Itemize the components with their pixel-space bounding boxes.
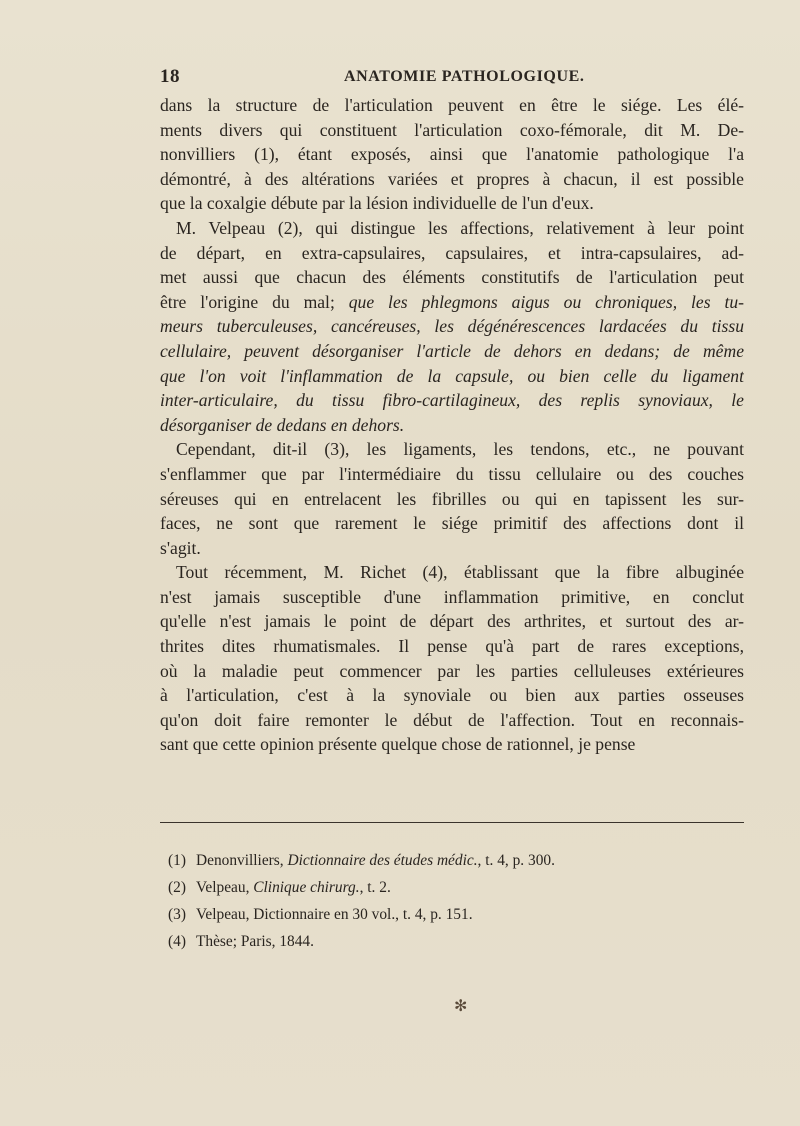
text-line xyxy=(160,290,744,315)
text-line xyxy=(160,732,744,757)
roman-text: Cependant, dit-il (3), les ligaments, les tendons, etc., ne pouvant xyxy=(176,439,744,460)
footnote-title: Clinique chirurg. xyxy=(253,879,360,896)
italic-text: que les phlegmons aigus ou chroniques, les tu- xyxy=(348,291,744,312)
roman-text: faces, ne sont que rarement le siége primitif des affections dont il xyxy=(160,513,744,534)
paragraph xyxy=(160,437,744,560)
roman-text: ments divers qui constituent l'articulation coxo-fémorale, dit M. De- xyxy=(160,119,744,140)
italic-text: cellulaire, peuvent désorganiser l'article de dehors en dedans; de même xyxy=(160,340,744,361)
roman-text: M. Velpeau (2), qui distingue les affections, relativement à leur point xyxy=(176,217,744,238)
running-head: ANATOMIE PATHOLOGIQUE. xyxy=(344,68,585,85)
footnote xyxy=(168,901,728,928)
roman-text: n'est jamais susceptible d'une inflammation primitive, en conclut xyxy=(160,586,744,607)
body-text xyxy=(160,93,744,757)
roman-text: qu'on doit faire remonter le début de l'affection. Tout en reconnais- xyxy=(160,709,744,730)
footnote-text: Velpeau, xyxy=(196,879,254,896)
footnote-number: (2) xyxy=(168,879,186,896)
text-line xyxy=(160,216,744,241)
italic-text: meurs tuberculeuses, cancéreuses, les dégénérescences lardacées du tissu xyxy=(160,316,744,337)
text-line xyxy=(160,511,744,536)
text-line xyxy=(160,708,744,733)
roman-text: dans la structure de l'articulation peuvent en être le siége. Les élé- xyxy=(160,95,744,115)
roman-text: à l'articulation, c'est à la synoviale ou bien aux parties osseuses xyxy=(160,685,744,706)
text-line xyxy=(160,659,744,684)
roman-text: séreuses qui en entrelacent les fibrilles ou qui en tapissent les sur- xyxy=(160,488,744,509)
text-line xyxy=(160,585,744,610)
footnote-number: (3) xyxy=(168,906,186,923)
italic-text: désorganiser de dedans en dehors. xyxy=(160,414,405,435)
text-line xyxy=(160,167,744,192)
text-line xyxy=(160,462,744,487)
text-line xyxy=(160,314,744,339)
footnote-text: Thèse; Paris, 1844. xyxy=(196,933,314,950)
footnote-title: Dictionnaire des études médic. xyxy=(287,852,478,869)
italic-text: que l'on voit l'inflammation de la capsule, ou bien celle du ligament xyxy=(160,365,744,386)
page-header xyxy=(160,66,746,90)
text-line xyxy=(160,142,744,167)
text-line xyxy=(160,487,744,512)
roman-text: sant que cette opinion présente quelque chose de rationnel, je pense xyxy=(160,734,636,755)
text-line xyxy=(160,388,744,413)
roman-text: Tout récemment, M. Richet (4), établissant que la fibre albuginée xyxy=(176,562,744,583)
footnote xyxy=(168,928,728,955)
roman-text: qu'elle n'est jamais le point de départ des arthrites, et surtout des ar- xyxy=(160,611,744,632)
footnote-number: (4) xyxy=(168,933,186,950)
text-line xyxy=(160,241,744,266)
page-number: 18 xyxy=(160,66,180,87)
roman-text: s'agit. xyxy=(160,537,201,558)
footnote-rule xyxy=(160,822,744,823)
text-line xyxy=(160,118,744,143)
footnote xyxy=(168,847,728,874)
roman-text: démontré, à des altérations variées et propres à chacun, il est possible xyxy=(160,168,744,189)
roman-text: s'enflammer que par l'intermédiaire du tissu cellulaire ou des couches xyxy=(160,463,744,484)
text-line xyxy=(160,683,744,708)
footnote xyxy=(168,874,728,901)
paragraph xyxy=(160,216,744,437)
text-line xyxy=(160,339,744,364)
roman-text: que la coxalgie débute par la lésion individuelle de l'un d'eux. xyxy=(160,193,594,214)
roman-text: thrites dites rhumatismales. Il pense qu'à part de rares exceptions, xyxy=(160,636,744,657)
footnote-ref: , t. 2. xyxy=(359,879,391,896)
roman-text: de départ, en extra-capsulaires, capsulaires, et intra-capsulaires, ad- xyxy=(160,242,744,263)
paragraph xyxy=(160,93,744,216)
text-line xyxy=(160,560,744,585)
text-line xyxy=(160,364,744,389)
text-line xyxy=(160,609,744,634)
footnote-text: Denonvilliers, xyxy=(196,852,288,869)
printer-ornament: ✻ xyxy=(454,998,468,1015)
paragraph xyxy=(160,560,744,757)
text-line xyxy=(160,437,744,462)
footnote-ref: , t. 4, p. 300. xyxy=(477,852,555,869)
footnote-text: Velpeau, Dictionnaire en 30 vol., t. 4, p. 151. xyxy=(196,906,473,923)
roman-text: met aussi que chacun des éléments constitutifs de l'articulation peut xyxy=(160,267,744,288)
roman-text: où la maladie peut commencer par les parties celluleuses extérieures xyxy=(160,660,744,681)
roman-text: être l'origine du mal; xyxy=(160,291,349,312)
text-line xyxy=(160,536,744,561)
roman-text: nonvilliers (1), étant exposés, ainsi que l'anatomie pathologique l'a xyxy=(160,144,744,165)
footnote-number: (1) xyxy=(168,852,186,869)
text-line xyxy=(160,93,744,118)
text-line xyxy=(160,634,744,659)
text-line xyxy=(160,191,744,216)
text-line xyxy=(160,265,744,290)
text-line xyxy=(160,413,744,438)
footnotes xyxy=(168,847,728,955)
italic-text: inter-articulaire, du tissu fibro-cartilagineux, des replis synoviaux, le xyxy=(160,390,744,411)
